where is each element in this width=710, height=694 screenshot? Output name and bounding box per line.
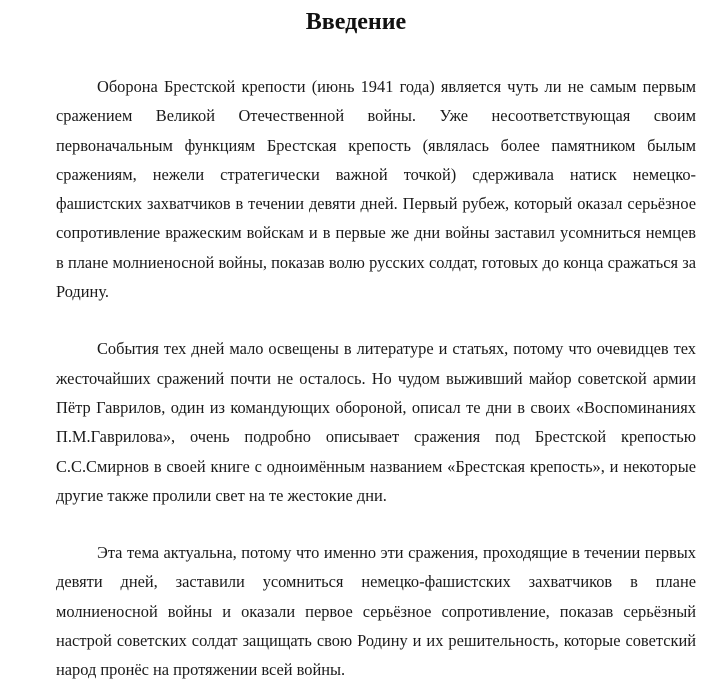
page-title: Введение <box>305 9 407 35</box>
paragraph-3: Эта тема актуальна, потому что именно эти сражения, проходящие в течении первых девяти дней, заставили усомниться немецко-фашистских захватчиков в плане молниеносной войны и оказали первое серьёзное сопротивление, показав серьёзный настрой советских солдат защищать свою Родину и их решительность, которые советский народ пронёс на протяжении всей войны. <box>56 543 696 680</box>
paragraph-2: События тех дней мало освещены в литературе и статьях, потому что очевидцев тех жесточайших сражений почти не осталось. Но чудом выживший майор советской армии Пётр Гаврилов, один из командующих обороной, описал те дни в своих «Воспоминаниях П.М.Гаврилова», очень подробно описывает сражения под Брестской крепостью С.С.Смирнов в своей книге с одноимённым названием «Брестская крепость», и некоторые другие также пролили свет на те жестокие дни. <box>56 339 696 505</box>
paragraph-1: Оборона Брестской крепости (июнь 1941 года) является чуть ли не самым первым сражением Великой Отечественной войны. Уже несоответствующая своим первоначальным функциям Брестская крепость (являлась более памятником былым сражениям, нежели стратегически важной точкой) сдерживала натиск немецко-фашистских захватчиков в течении девяти дней. Первый рубеж, который оказал серьёзное сопротивление вражеским войскам и в первые же дни войны заставил усомниться немцев в плане молниеносной войны, показав волю русских солдат, готовых до конца сражаться за Родину. <box>56 77 696 302</box>
